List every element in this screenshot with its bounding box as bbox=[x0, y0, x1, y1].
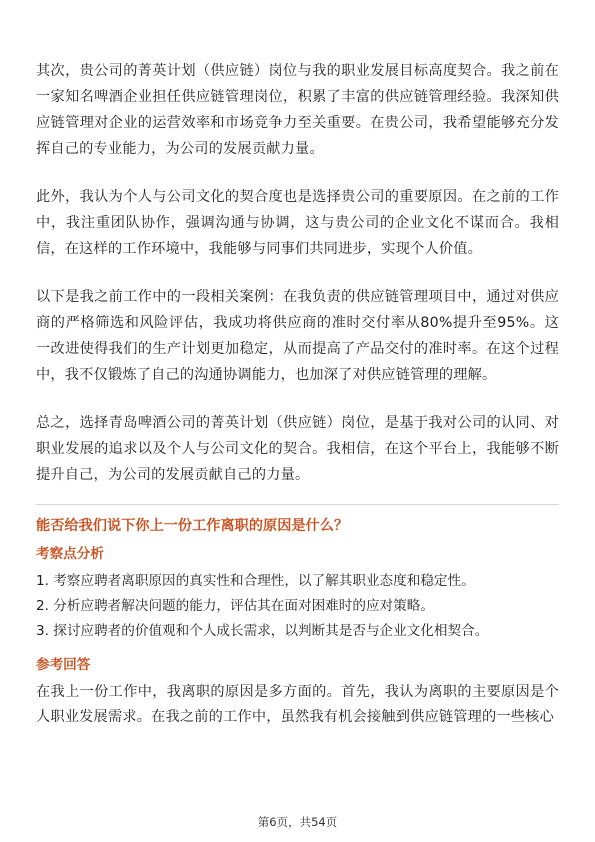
paragraph-summary: 总之，选择青岛啤酒公司的菁英计划（供应链）岗位，是基于我对公司的认同、对职业发展的追求以及个人与公司文化的契合。我相信，在这个平台上，我能够不断提升自己，为公司的发展贡献自己的力量。 bbox=[36, 415, 559, 483]
section-divider bbox=[36, 504, 559, 505]
analysis-list bbox=[36, 569, 559, 644]
list-item: 3. 探讨应聘者的价值观和个人成长需求，以判断其是否与企业文化相契合。 bbox=[36, 623, 489, 639]
list-item: 1. 考察应聘者离职原因的真实性和合理性，以了解其职业态度和稳定性。 bbox=[36, 573, 475, 589]
interview-question: 能否给我们说下你上一份工作离职的原因是什么？ bbox=[36, 518, 349, 534]
paragraph-case-study: 以下是我之前工作中的一段相关案例：在我负责的供应链管理项目中，通过对供应商的严格筛选和风险评估，我成功将供应商的准时交付率从80%提升至95%。这一改进使得我们的生产计划更加稳定，从而提高了产品交付的准时率。在这个过程中，我不仅锻炼了自己的沟通协调能力，也加深了对供应链管理的理解。 bbox=[36, 289, 559, 383]
reference-answer-heading: 参考回答 bbox=[36, 657, 91, 673]
analysis-heading: 考察点分析 bbox=[36, 546, 104, 562]
paragraph-culture-fit: 此外，我认为个人与公司文化的契合度也是选择贵公司的重要原因。在之前的工作中，我注重团队协作，强调沟通与协调，这与贵公司的企业文化不谋而合。我相信，在这样的工作环境中，我能够与同事们共同进步，实现个人价值。 bbox=[36, 189, 559, 257]
page-number: 第6页，共54页 bbox=[257, 815, 338, 829]
list-item: 2. 分析应聘者解决问题的能力，评估其在面对困难时的应对策略。 bbox=[36, 598, 434, 614]
reference-answer-text: 在我上一份工作中，我离职的原因是多方面的。首先，我认为离职的主要原因是个人职业发展需求。在我之前的工作中，虽然我有机会接触到供应链管理的一些核心 bbox=[36, 684, 559, 725]
paragraph-career-fit: 其次，贵公司的菁英计划（供应链）岗位与我的职业发展目标高度契合。我之前在一家知名啤酒企业担任供应链管理岗位，积累了丰富的供应链管理经验。我深知供应链管理对企业的运营效率和市场竞争力至关重要。在贵公司，我希望能够充分发挥自己的专业能力，为公司的发展贡献力量。 bbox=[36, 63, 559, 157]
page-content bbox=[36, 58, 559, 730]
